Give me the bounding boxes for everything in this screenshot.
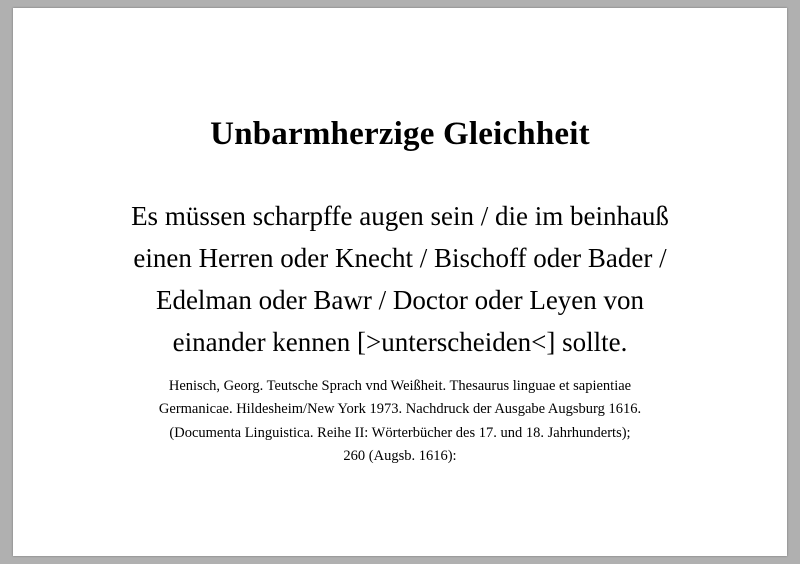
citation-line: 260 (Augsb. 1616): — [343, 448, 457, 465]
quotation-block — [13, 196, 787, 363]
quote-line: Edelman oder Bawr / Doctor oder Leyen von — [155, 284, 645, 315]
quote-line: Es müssen scharpffe augen sein / die im beinhauß — [131, 201, 669, 231]
quote-line: einen Herren oder Knecht / Bischoff oder Bader / — [133, 242, 667, 273]
slide-page — [13, 8, 787, 556]
citation-block — [13, 375, 787, 469]
quote-line: einander kennen [>unterscheiden<] sollte. — [172, 326, 628, 357]
citation-line: Germanicae. Hildesheim/New York 1973. Nachdruck der Ausgabe Augsburg 1616. — [158, 401, 642, 418]
citation-line: Henisch, Georg. Teutsche Sprach vnd Weißheit. Thesaurus linguae et sapientiae — [168, 378, 632, 394]
citation-line: (Documenta Linguistica. Reihe II: Wörterbücher des 17. und 18. Jahrhunderts); — [169, 424, 631, 441]
page-title: Unbarmherzige Gleichheit — [210, 116, 590, 152]
